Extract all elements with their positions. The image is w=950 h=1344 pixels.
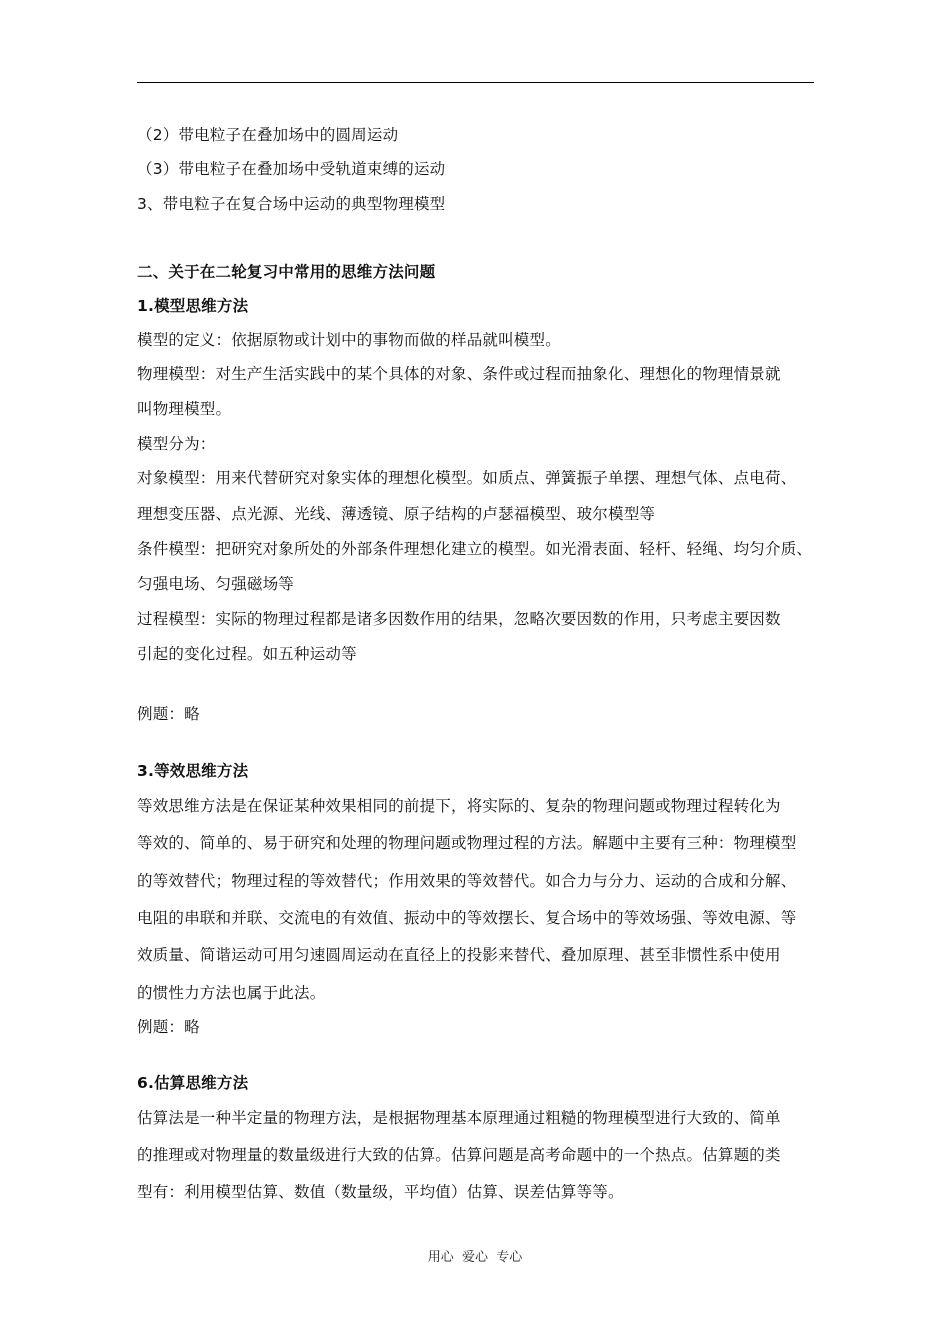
- paragraph-line: 对象模型：用来代替研究对象实体的理想化模型。如质点、弹簧振子单摆、理想气体、点电荷、: [137, 469, 797, 487]
- paragraph-line: 效质量、简谐运动可用匀速圆周运动在直径上的投影来替代、叠加原理、甚至非惯性系中使用: [137, 946, 781, 964]
- subsection-heading: 1.模型思维方法: [137, 297, 249, 315]
- paragraph-line: 物理模型：对生产生活实践中的某个具体的对象、条件或过程而抽象化、理想化的物理情景就: [137, 365, 781, 383]
- paragraph-line: 的推理或对物理量的数量级进行大致的估算。估算问题是高考命题中的一个热点。估算题的类: [137, 1146, 781, 1164]
- list-item: （3）带电粒子在叠加场中受轨道束缚的运动: [137, 160, 446, 178]
- header-rule: [137, 82, 814, 83]
- paragraph-line: 电阻的串联和并联、交流电的有效值、振动中的等效摆长、复合场中的等效场强、等效电源、等: [137, 909, 797, 927]
- list-item: 3、带电粒子在复合场中运动的典型物理模型: [137, 195, 446, 213]
- section-heading: 二、关于在二轮复习中常用的思维方法问题: [137, 263, 436, 281]
- example-line: 例题：略: [137, 705, 200, 723]
- list-item: （2）带电粒子在叠加场中的圆周运动: [137, 126, 399, 144]
- paragraph-line: 匀强电场、匀强磁场等: [137, 575, 295, 593]
- paragraph-line: 等效的、简单的、易于研究和处理的物理问题或物理过程的方法。解题中主要有三种：物理模型: [137, 834, 797, 852]
- paragraph-line: 型有：利用模型估算、数值（数量级，平均值）估算、误差估算等等。: [137, 1183, 624, 1201]
- paragraph-line: 引起的变化过程。如五种运动等: [137, 645, 357, 663]
- example-line: 例题：略: [137, 1018, 200, 1036]
- paragraph-line: 过程模型：实际的物理过程都是诸多因数作用的结果，忽略次要因数的作用，只考虑主要因数: [137, 610, 781, 628]
- paragraph-line: 估算法是一种半定量的物理方法，是根据物理基本原理通过粗糙的物理模型进行大致的、简单: [137, 1109, 781, 1127]
- subsection-heading: 6.估算思维方法: [137, 1074, 249, 1092]
- paragraph-line: 模型分为：: [137, 435, 216, 453]
- paragraph-line: 理想变压器、点光源、光线、薄透镜、原子结构的卢瑟福模型、玻尔模型等: [137, 505, 656, 523]
- paragraph-line: 的惯性力方法也属于此法。: [137, 984, 326, 1002]
- paragraph-line: 模型的定义：依据原物或计划中的事物而做的样品就叫模型。: [137, 331, 561, 349]
- page-footer: 用心 爱心 专心: [427, 1250, 523, 1265]
- paragraph-line: 叫物理模型。: [137, 400, 232, 418]
- paragraph-line: 的等效替代；物理过程的等效替代；作用效果的等效替代。如合力与分力、运动的合成和分解、: [137, 872, 797, 890]
- paragraph-line: 等效思维方法是在保证某种效果相同的前提下，将实际的、复杂的物理问题或物理过程转化为: [137, 797, 781, 815]
- paragraph-line: 条件模型：把研究对象所处的外部条件理想化建立的模型。如光滑表面、轻杆、轻绳、均匀介质、: [137, 540, 813, 558]
- subsection-heading: 3.等效思维方法: [137, 762, 249, 780]
